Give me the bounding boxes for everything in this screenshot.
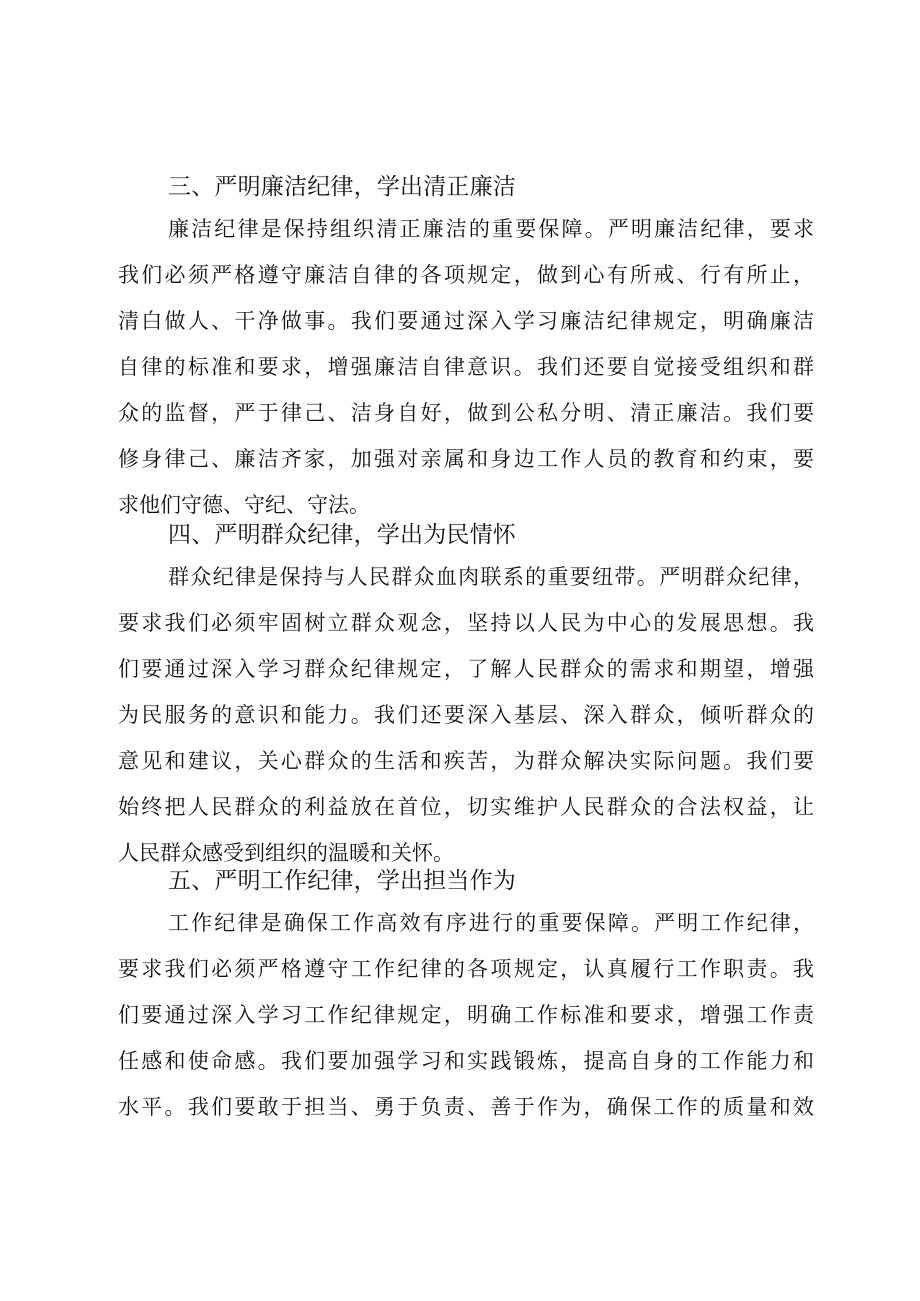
paragraph-line: 要求我们必须严格遵守工作纪律的各项规定，认真履行工作职责。我 xyxy=(118,957,814,981)
paragraph-line: 水平。我们要敢于担当、勇于负责、善于作为，确保工作的质量和效 xyxy=(118,1095,814,1119)
paragraph-line: 要求我们必须牢固树立群众观念，坚持以人民为中心的发展思想。我 xyxy=(118,611,814,635)
paragraph-line: 任感和使命感。我们要加强学习和实践锻炼，提高自身的工作能力和 xyxy=(118,1049,814,1073)
paragraph-line: 自律的标准和要求，增强廉洁自律意识。我们还要自觉接受组织和群 xyxy=(118,355,814,379)
paragraph-line: 廉洁纪律是保持组织清正廉洁的重要保障。严明廉洁纪律，要求 xyxy=(168,217,814,241)
paragraph-line: 意见和建议，关心群众的生活和疾苦，为群众解决实际问题。我们要 xyxy=(118,749,814,773)
paragraph-line: 群众纪律是保持与人民群众血肉联系的重要纽带。严明群众纪律， xyxy=(168,565,814,589)
paragraph-line: 们要通过深入学习工作纪律规定，明确工作标准和要求，增强工作责 xyxy=(118,1003,814,1027)
paragraph-line: 们要通过深入学习群众纪律规定，了解人民群众的需求和期望，增强 xyxy=(118,657,814,681)
section-paragraph xyxy=(118,900,814,1130)
paragraph-line: 工作纪律是确保工作高效有序进行的重要保障。严明工作纪律， xyxy=(168,911,814,935)
paragraph-line: 始终把人民群众的利益放在首位，切实维护人民群众的合法权益，让 xyxy=(118,795,814,819)
section-heading: 三、严明廉洁纪律，学出清正廉洁 xyxy=(168,174,516,200)
paragraph-line: 求他们守德、守纪、守法。 xyxy=(118,493,370,517)
section-paragraph xyxy=(118,206,814,528)
paragraph-line: 我们必须严格遵守廉洁自律的各项规定，做到心有所戒、行有所止， xyxy=(118,263,814,287)
paragraph-line: 人民群众感受到组织的温暖和关怀。 xyxy=(118,841,454,865)
paragraph-line: 众的监督，严于律己、洁身自好，做到公私分明、清正廉洁。我们要 xyxy=(118,401,814,425)
paragraph-line: 为民服务的意识和能力。我们还要深入基层、深入群众，倾听群众的 xyxy=(118,703,814,727)
paragraph-line: 清白做人、干净做事。我们要通过深入学习廉洁纪律规定，明确廉洁 xyxy=(118,309,814,333)
section-heading: 五、严明工作纪律，学出担当作为 xyxy=(168,868,516,894)
section-paragraph xyxy=(118,554,814,876)
section-heading: 四、严明群众纪律，学出为民情怀 xyxy=(168,522,516,548)
paragraph-line: 修身律己、廉洁齐家，加强对亲属和身边工作人员的教育和约束，要 xyxy=(118,447,814,471)
